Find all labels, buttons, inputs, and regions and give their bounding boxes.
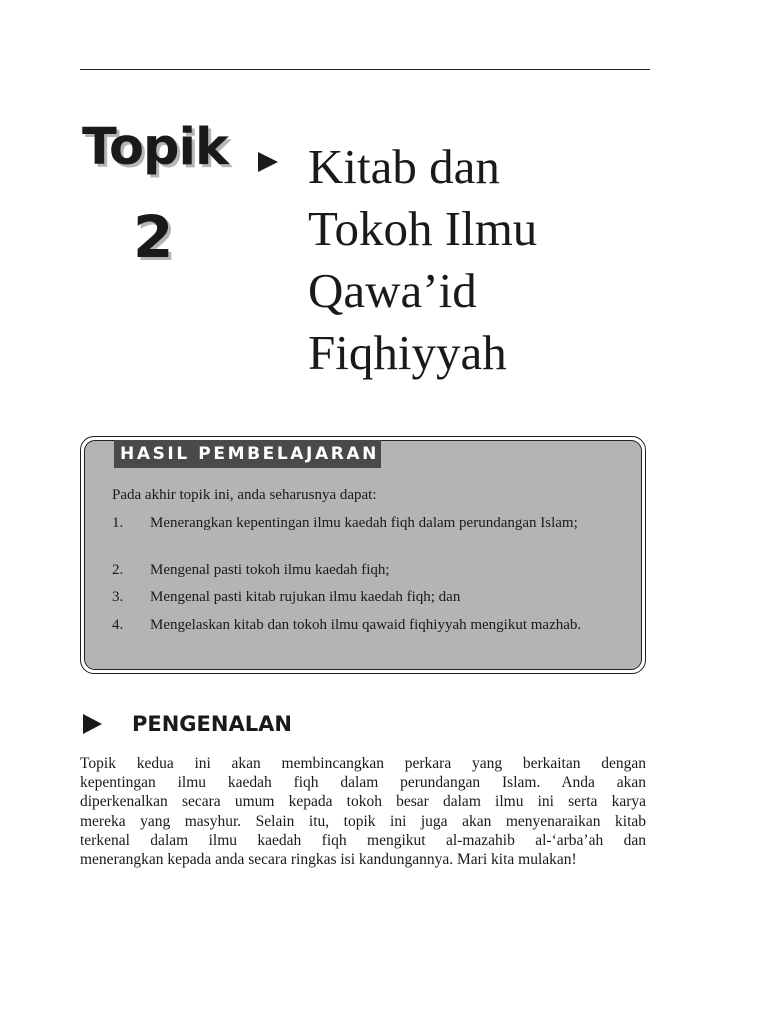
paragraph-line: kepentingan ilmu kaedah fiqh dalam perundangan Islam. Anda akan — [80, 774, 646, 792]
topic-word: Topik — [82, 118, 228, 177]
outcome-item — [112, 514, 620, 554]
paragraph-line: Topik kedua ini akan membincangkan perkara yang berkaitan dengan — [80, 755, 646, 772]
introduction-paragraph — [80, 754, 646, 869]
paragraph-line: menerangkan kepada anda secara ringkas isi kandungannya. Mari kita mulakan! — [80, 851, 577, 869]
chapter-title-line: Kitab dan — [308, 139, 500, 194]
outcome-text: Mengenal pasti tokoh ilmu kaedah fiqh; — [150, 562, 390, 578]
chapter-title — [308, 136, 648, 384]
top-rule — [80, 69, 650, 70]
outcome-text: Mengenal pasti kitab rujukan ilmu kaedah fiqh; dan — [150, 589, 461, 605]
chapter-title-line: Fiqhiyyah — [308, 325, 507, 380]
chapter-title-line: Tokoh Ilmu — [308, 201, 538, 256]
section-arrow-icon — [83, 714, 102, 734]
section-heading: PENGENALAN — [132, 712, 292, 736]
outcome-item — [112, 616, 620, 656]
paragraph-line: mereka yang masyhur. Selain itu, topik ini juga akan menyenaraikan kitab — [80, 812, 646, 830]
learning-outcomes-heading: HASIL PEMBELAJARAN — [114, 440, 381, 468]
title-arrow-icon — [258, 152, 278, 172]
outcome-item — [112, 588, 620, 608]
outcome-number: 3. — [112, 589, 124, 605]
outcome-text: Menerangkan kepentingan ilmu kaedah fiqh dalam perundangan Islam; — [150, 515, 578, 531]
outcome-number: 1. — [112, 515, 124, 531]
topic-number: 2 — [133, 203, 174, 271]
paragraph-line: terkenal dalam ilmu kaedah fiqh mengikut al-mazahib al-‘arba’ah dan — [80, 831, 646, 849]
chapter-title-line: Qawa’id — [308, 263, 477, 318]
outcome-number: 4. — [112, 617, 124, 633]
paragraph-line: diperkenalkan secara umum kepada tokoh besar dalam ilmu ini serta karya — [80, 793, 646, 811]
outcome-text: Mengelaskan kitab dan tokoh ilmu qawaid fiqhiyyah mengikut mazhab. — [150, 617, 582, 633]
outcome-item — [112, 561, 620, 581]
learning-outcomes-intro: Pada akhir topik ini, anda seharusnya dapat: — [112, 487, 377, 503]
outcome-number: 2. — [112, 562, 124, 578]
